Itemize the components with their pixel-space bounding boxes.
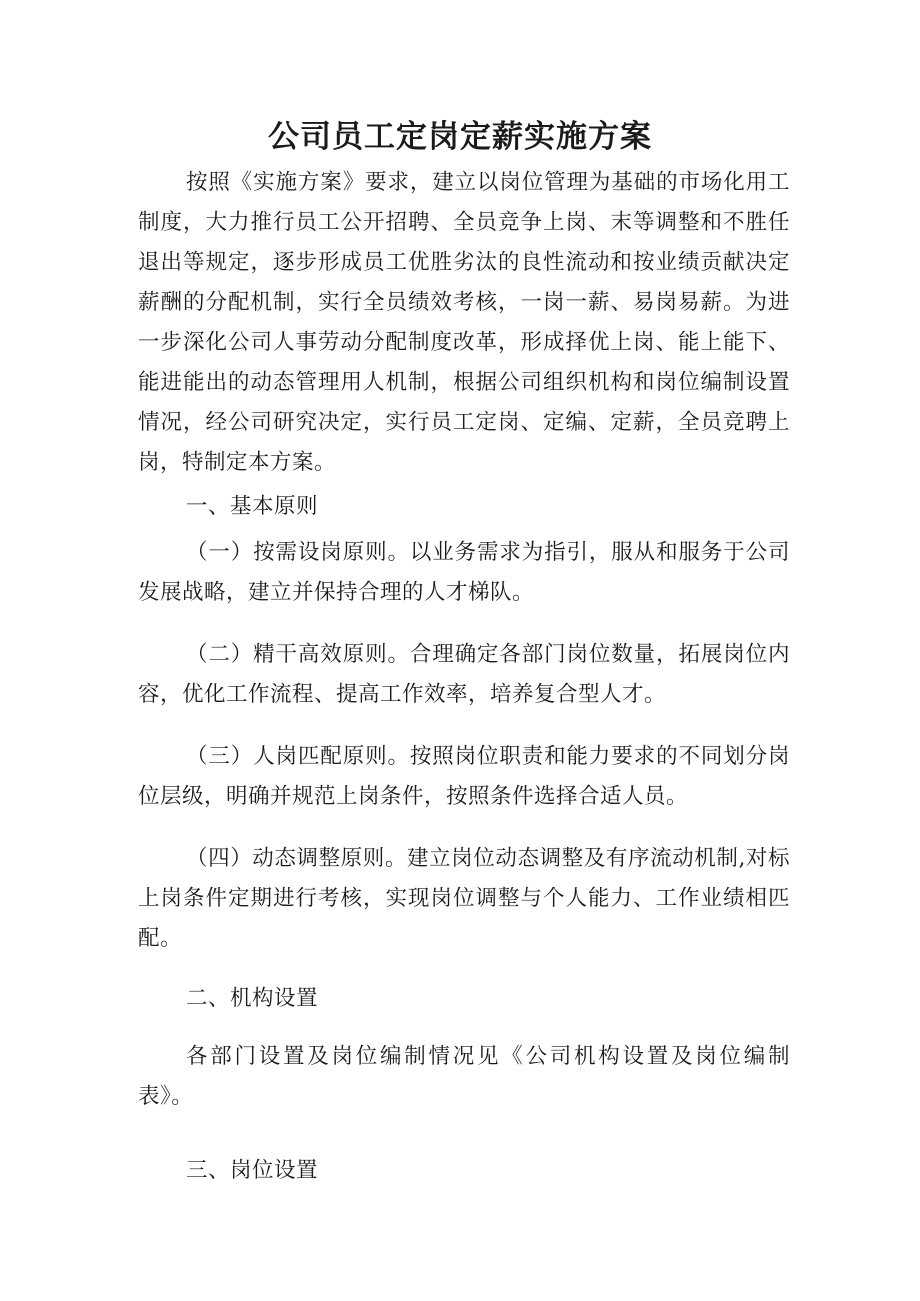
section-1-heading: 一、基本原则 (186, 494, 319, 519)
principle-item: （一）按需设岗原则。以业务需求为指引，服从和服务于公司发展战略，建立并保持合理的人才梯队。 (138, 540, 790, 605)
principle-item: （三）人岗匹配原则。按照岗位职责和能力要求的不同划分岗位层级，明确并规范上岗条件，按照条件选择合适人员。 (138, 744, 790, 809)
document-title: 公司员工定岗定薪实施方案 (268, 119, 652, 155)
document-body (138, 163, 790, 1191)
intro-paragraph: 按照《实施方案》要求，建立以岗位管理为基础的市场化用工制度，大力推行员工公开招聘、全员竞争上岗、末等调整和不胜任退出等规定，逐步形成员工优胜劣汰的良性流动和按业绩贡献决定薪酬的分配机制，实行全员绩效考核，一岗一薪、易岗易薪。为进一步深化公司人事劳动分配制度改革，形成择优上岗、能上能下、能进能出的动态管理用人机制，根据公司组织机构和岗位编制设置情况，经公司研究决定，实行员工定岗、定编、定薪，全员竞聘上岗，特制定本方案。 (138, 170, 790, 475)
section-3-heading: 三、岗位设置 (186, 1158, 319, 1183)
section-2-text: 各部门设置及岗位编制情况见《公司机构设置及岗位编制表》。 (138, 1044, 790, 1109)
section-2-heading: 二、机构设置 (186, 986, 319, 1011)
principle-item: （四）动态调整原则。建立岗位动态调整及有序流动机制,对标上岗条件定期进行考核，实现岗位调整与个人能力、工作业绩相匹配。 (138, 846, 790, 951)
principle-item: （二）精干高效原则。合理确定各部门岗位数量，拓展岗位内容，优化工作流程、提高工作效率，培养复合型人才。 (138, 642, 790, 707)
